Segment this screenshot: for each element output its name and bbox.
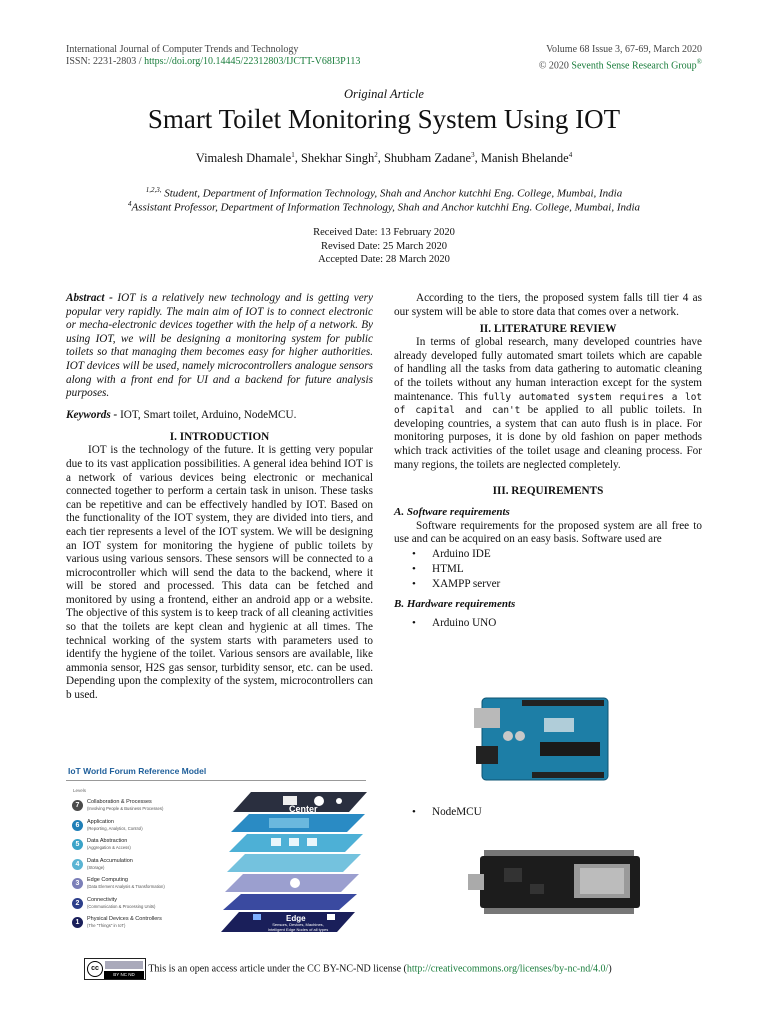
processor-icon [290,878,300,888]
power-jack [476,746,498,764]
revised-date: Revised Date: 25 March 2020 [321,240,447,252]
edge-caption: Sensors, Devices, Machines, Intelligent Edge Nodes of all types [267,922,329,932]
capacitor [503,731,513,741]
issn: ISSN: 2231-2803 / [66,56,145,67]
usb-port [468,874,484,890]
layer-4-slab [227,854,361,872]
section-heading-requirements: III. REQUIREMENTS [492,485,604,498]
literature-text [394,336,702,472]
keywords [66,409,373,423]
level-number-badge: 6 [72,820,83,831]
author-sup: 3 [471,151,475,159]
level-row [72,896,212,914]
level-name: Edge Computing [87,877,128,883]
application-panel [269,818,309,828]
tiers-paragraph: According to the tiers, the proposed system falls till tier 4 as our system will be able to store data that comes over a network. [394,292,702,318]
hardware-list-uno [394,616,702,631]
registered-mark: ® [696,58,702,66]
cc-icons-row [105,961,143,969]
cc-by-nc-nd-label: BY NC ND [104,971,144,979]
pin-row [484,850,634,856]
section-heading-introduction: I. INTRODUCTION [169,431,270,444]
level-description: (Communication & Processing Units) [87,903,156,909]
literature-text-b: be applied to all public toilets. In developing countries, a system that can auto flush is in place. For monitoring purposes, it is done by old fashion on paper methods which track activities of the toilet usage and cleaning process. For many regions, the toilets are neglected completely. [394,404,703,471]
author-name: Shekhar Singh [300,151,375,166]
software-list [394,547,702,592]
software-subheading: A. Software requirements [394,506,510,519]
list-item: • XAMPP server [394,577,702,592]
level-row [72,915,212,933]
microcontroller-chip [540,742,600,756]
level-description: (Involving People & Business Processes) [87,806,164,811]
share-icon [336,798,342,804]
doi-link[interactable]: https://doi.org/10.14445/22312803/IJCTT-V68I3P113 [144,56,361,67]
level-description: (Storage) [87,864,105,870]
arduino-uno-image [474,688,614,788]
author-sup: 2 [374,151,378,159]
abstract [66,292,373,401]
hardware-subheading: B. Hardware requirements [394,597,516,610]
arduino-uno-board [474,688,614,788]
board-body [482,698,608,780]
affiliation-sup: 1,2,3, [145,186,162,194]
level-number-badge: 4 [72,859,83,870]
level-description: (Data Element Analysis & Transformation) [87,884,165,889]
left-column [66,292,373,703]
author-name: Shubham Zadane [383,151,472,166]
level-row [72,876,212,894]
level-number-badge: 1 [72,917,83,928]
affiliation-professor [0,197,768,215]
author-separator: , [377,151,384,166]
figure-title: IoT World Forum Reference Model [68,766,207,776]
level-name: Data Accumulation [87,857,133,864]
level-name: Application [87,818,114,825]
affiliation-text: Assistant Professor, Department of Information Technology, Shah and Anchor kutchhi Eng. College, Mumbai, India [131,201,641,214]
copyright-prefix: © 2020 [538,60,572,72]
level-number-badge: 5 [72,839,83,850]
level-name: Physical Devices & Controllers [87,916,162,922]
pin-row [484,908,634,914]
level-row [72,798,212,816]
author-list [0,151,768,166]
abstract-label: Abstract - [66,292,118,304]
level-description: (The "Things" in IoT) [87,923,126,928]
literature-text-mono: fully automated system requires a lot of capital and can't [394,391,702,417]
affiliation-sup: 4 [127,200,132,208]
list-item: • NodeMCU [394,805,702,820]
level-number-badge: 3 [72,878,83,889]
level-row [72,857,212,875]
keywords-text: IOT, Smart toilet, Arduino, NodeMCU. [120,408,297,421]
level-description: (Aggregation & Access) [87,845,131,850]
nodemcu-image [464,838,652,922]
license-footer [84,958,704,980]
list-item: • Arduino IDE [394,547,702,562]
list-item: • Arduino UNO [394,616,702,631]
license-text: This is an open access article under the CC BY-NC-ND license ( [148,963,407,975]
author-sup: 1 [291,151,295,159]
publisher-link[interactable]: Seventh Sense Research Group [571,60,697,72]
hardware-list-nodemcu [394,805,702,820]
data-icon [271,838,281,846]
level-row [72,818,212,836]
journal-name: International Journal of Computer Trends and Technology [66,44,299,55]
cc-icon: cc [87,961,103,977]
author-name: Manish Bhelande [480,151,569,166]
article-type: Original Article [344,87,424,101]
chip [504,868,522,882]
data-icon [307,838,317,846]
copyright-line [539,56,702,72]
logo-area [544,718,574,732]
issn-doi-line [66,56,360,68]
author-separator: , [474,151,481,166]
capacitor [515,731,525,741]
level-name: Collaboration & Processes [87,799,152,805]
license-close: ) [608,963,612,975]
iot-reference-model-figure [64,766,372,934]
affiliation-text: Student, Department of Information Technology, Shah and Anchor kutchhi Eng. College, Mumbai, India [161,187,623,200]
header-pins [522,700,604,706]
level-name: Connectivity [87,896,117,903]
data-icon [289,838,299,846]
author-name: Vimalesh Dhamale [195,151,292,166]
layer-2-slab [223,894,357,910]
usb-port [474,708,500,728]
level-number-badge: 7 [72,800,83,811]
chip [530,884,544,894]
introduction-text: IOT is the technology of the future. It is getting very popular due to its vast application possibilities. A general idea behind IOT is a network of various devices being electronic or mechanical connected together to perform a certain task in unison. These tasks can be repetitive and can be effectively handled by IOT. Based on the functionality of the IOT system, they are divided into tiers, and each tier represents a level of the IOT system. We will be designing an IOT system for monitoring the hygiene of public toilets by various using various sensors. These sensors will be connected to a microcontroller which will send the data to the backend, where it will be stored and processed. This data can be fetched and monitored by using a frontend, either an android app or a website. The objective of this system is to keep track of all cleaning activities so that the toilets are kept clean and hygienic at all times. The technical working of the system starts with parameters used to identify the hygiene of the toilet. Various sensors are available, like ammonia sensor, H2S gas sensor, turbidity sensor, etc. can be used. Depending upon the complexity of the system, microcontrollers can b used. [66,444,373,702]
article-dates [0,226,768,267]
keywords-label: Keywords - [66,408,121,421]
nodemcu-board [464,838,652,922]
paper-title: Smart Toilet Monitoring System Using IOT [147,104,621,134]
right-column [394,292,702,631]
author-sup: 4 [568,151,573,159]
abstract-text: IOT is a relatively new technology and is getting very popular very rapidly. The main aim of IOT is to connect electronic or mecha-electronic devices together with the help of a network. By using IOT, we will be designing a monitoring system for public toilets so that managing them becomes easy for higher authorities. IOT devices will be used, namely microcontrollers analogue sensors along with a front end for UI and a backend for future analysis purposes. [66,292,373,400]
edge-label: Edge [286,914,306,923]
level-description: (Reporting, Analytics, Control) [87,825,143,831]
section-heading-literature: II. LITERATURE REVIEW [479,323,617,336]
shield-can [580,868,624,894]
software-text: Software requirements for the proposed system are all free to use and can be acquired on an easy basis. Software used are [394,519,702,546]
level-row [72,837,212,855]
license-link[interactable]: http://creativecommons.org/licenses/by-nc-nd/4.0/ [406,963,609,975]
literature-text-a: In terms of global research, many developed countries have already developed fully automated smart toilets which are capable of handling all the tasks from data gathering to automatic cleaning of the toilets without any human interaction except for the system maintenance. This [394,336,702,403]
received-date: Received Date: 13 February 2020 [313,227,455,238]
device-icon [253,914,261,920]
cc-license-badge [84,958,146,980]
device-icon [327,914,335,920]
levels-label: Levels [73,788,87,793]
list-item: • HTML [394,562,702,577]
header-pins [532,772,604,778]
level-name: Data Abstraction [87,838,128,844]
center-label: Center [289,804,318,814]
accepted-date: Accepted Date: 28 March 2020 [318,254,450,265]
level-number-badge: 2 [72,898,83,909]
author-separator: , [294,151,301,166]
volume-info: Volume 68 Issue 3, 67-69, March 2020 [546,44,702,55]
